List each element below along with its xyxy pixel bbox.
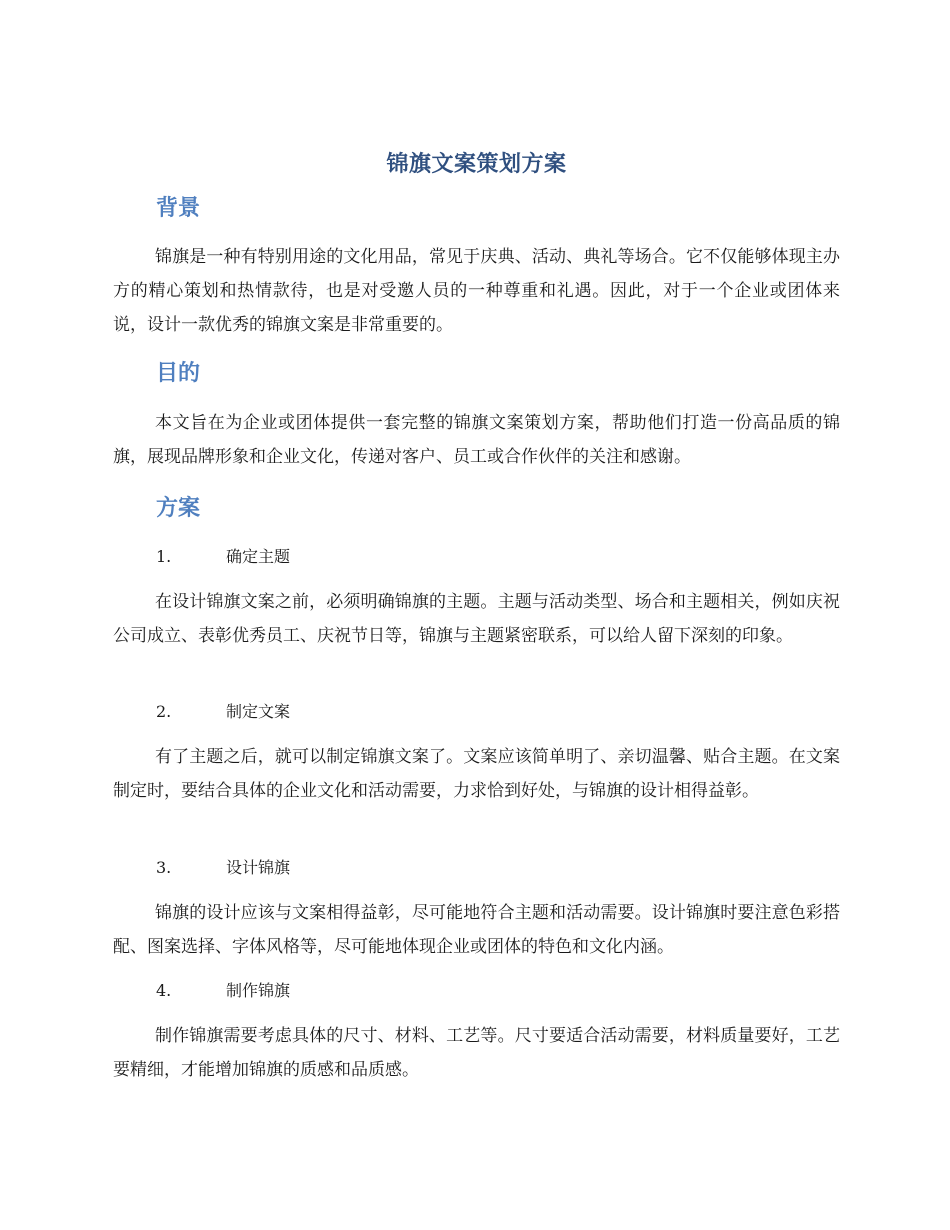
plan-item-2-paragraph: 有了主题之后，就可以制定锦旗文案了。文案应该简单明了、亲切温馨、贴合主题。在文案制定时，要结合具体的企业文化和活动需要，力求恰到好处，与锦旗的设计相得益彰。 [113, 747, 840, 801]
plan-item-title: 制作锦旗 [226, 981, 291, 1000]
section-heading-background: 背景 [156, 196, 201, 221]
plan-item-title: 制定文案 [226, 702, 291, 721]
section-heading-purpose: 目的 [156, 361, 201, 386]
background-paragraph: 锦旗是一种有特别用途的文化用品，常见于庆典、活动、典礼等场合。它不仅能够体现主办方的精心策划和热情款待，也是对受邀人员的一种尊重和礼遇。因此，对于一个企业或团体来说，设计一款优秀的锦旗文案是非常重要的。 [113, 247, 840, 335]
plan-item-2 [156, 697, 290, 727]
plan-item-number: 3. [156, 858, 172, 877]
plan-item-3 [156, 853, 290, 883]
plan-item-1-paragraph: 在设计锦旗文案之前，必须明确锦旗的主题。主题与活动类型、场合和主题相关，例如庆祝公司成立、表彰优秀员工、庆祝节日等，锦旗与主题紧密联系，可以给人留下深刻的印象。 [113, 592, 840, 646]
plan-item-4 [156, 976, 290, 1006]
section-heading-plan: 方案 [156, 496, 201, 521]
plan-item-1 [156, 542, 290, 572]
purpose-paragraph: 本文旨在为企业或团体提供一套完整的锦旗文案策划方案，帮助他们打造一份高品质的锦旗，展现品牌形象和企业文化，传递对客户、员工或合作伙伴的关注和感谢。 [113, 413, 840, 467]
plan-item-3-paragraph: 锦旗的设计应该与文案相得益彰，尽可能地符合主题和活动需要。设计锦旗时要注意色彩搭配、图案选择、字体风格等，尽可能地体现企业或团体的特色和文化内涵。 [113, 903, 840, 957]
plan-item-title: 设计锦旗 [226, 858, 291, 877]
plan-item-number: 4. [156, 981, 172, 1000]
plan-item-title: 确定主题 [226, 547, 291, 566]
plan-item-number: 2. [156, 702, 172, 721]
plan-item-4-paragraph: 制作锦旗需要考虑具体的尺寸、材料、工艺等。尺寸要适合活动需要，材料质量要好，工艺要精细，才能增加锦旗的质感和品质感。 [113, 1026, 840, 1080]
document-title: 锦旗文案策划方案 [386, 152, 567, 177]
plan-item-number: 1. [156, 547, 172, 566]
